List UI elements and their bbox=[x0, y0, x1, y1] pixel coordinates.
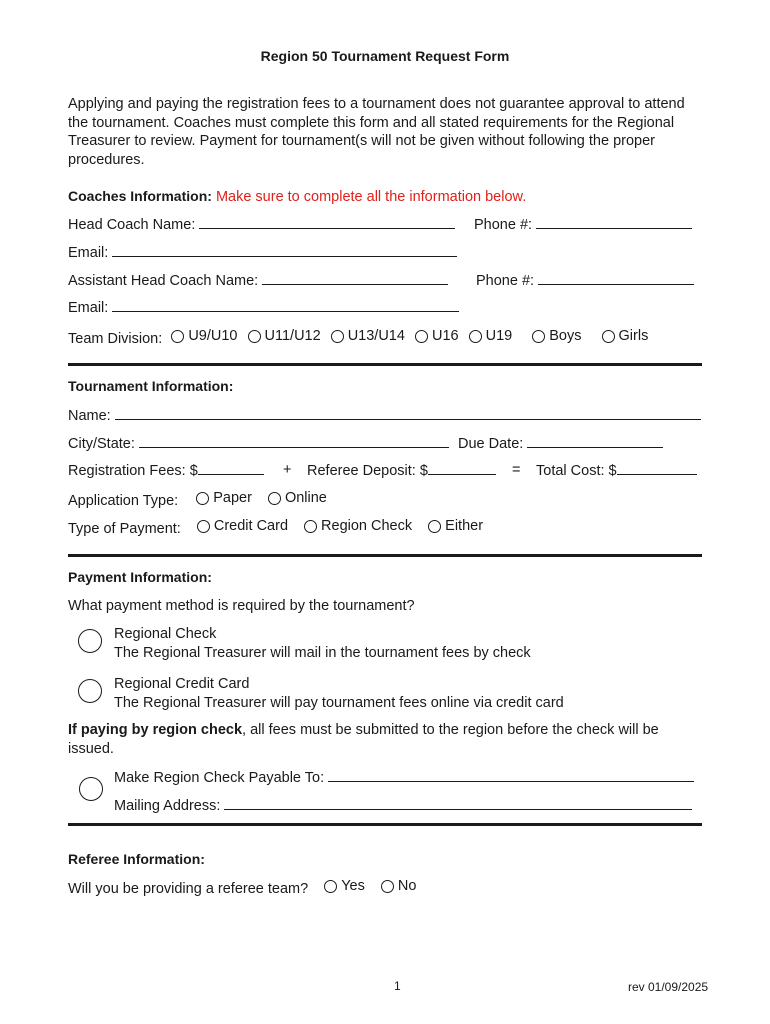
radio-button-icon[interactable] bbox=[381, 880, 394, 893]
referee-deposit-label: Referee Deposit: $ bbox=[307, 463, 428, 479]
mailing-address-label: Mailing Address: bbox=[114, 798, 221, 814]
registration-fees-field[interactable] bbox=[198, 461, 264, 475]
email2-row bbox=[68, 298, 459, 317]
phone2-row bbox=[476, 271, 694, 290]
assistant-coach-field[interactable] bbox=[262, 271, 448, 285]
division-option[interactable]: U16 bbox=[415, 327, 459, 345]
phone-label: Phone #: bbox=[474, 217, 533, 233]
radio-button-icon[interactable] bbox=[304, 520, 317, 533]
payment-type-label: Type of Payment: bbox=[68, 520, 181, 537]
referee-question: Will you be providing a referee team? bbox=[68, 880, 309, 897]
tournament-name-row bbox=[68, 406, 701, 425]
regional-credit-card-desc: The Regional Treasurer will pay tournament fees online via credit card bbox=[114, 695, 564, 711]
application-type-row bbox=[68, 489, 333, 510]
division-option[interactable]: U19 bbox=[469, 327, 513, 345]
radio-button-icon[interactable] bbox=[197, 520, 210, 533]
email-row bbox=[68, 243, 457, 262]
referee-heading: Referee Information: bbox=[68, 851, 205, 867]
mailing-address-field[interactable] bbox=[224, 796, 692, 810]
fees-row bbox=[68, 461, 264, 480]
division-option[interactable]: U11/U12 bbox=[248, 327, 321, 345]
tournament-heading: Tournament Information: bbox=[68, 378, 234, 394]
payment-type-row bbox=[68, 517, 489, 538]
assistant-coach-label: Assistant Head Coach Name: bbox=[68, 273, 259, 289]
referee-option-yes[interactable]: Yes bbox=[324, 877, 365, 895]
payable-to-label: Make Region Check Payable To: bbox=[114, 770, 325, 786]
team-division-row bbox=[68, 327, 654, 348]
due-date-field[interactable] bbox=[527, 434, 663, 448]
regional-credit-card-title: Regional Credit Card bbox=[114, 676, 250, 692]
phone-row bbox=[474, 215, 692, 234]
due-date-row bbox=[458, 434, 663, 453]
radio-button-icon[interactable] bbox=[532, 330, 545, 343]
division-option[interactable]: Girls bbox=[602, 327, 649, 345]
radio-button-icon[interactable] bbox=[248, 330, 261, 343]
division-option[interactable]: Boys bbox=[532, 327, 581, 345]
phone2-field[interactable] bbox=[538, 271, 694, 285]
email2-field[interactable] bbox=[112, 298, 459, 312]
page-number: 1 bbox=[394, 979, 401, 993]
radio-button-icon[interactable] bbox=[171, 330, 184, 343]
region-check-payable-radio-icon[interactable] bbox=[79, 777, 103, 801]
phone-field[interactable] bbox=[536, 215, 692, 229]
radio-button-icon[interactable] bbox=[268, 492, 281, 505]
city-state-field[interactable] bbox=[139, 434, 449, 448]
coaches-heading-row bbox=[68, 187, 526, 206]
referee-question-row bbox=[68, 877, 422, 898]
radio-button-icon[interactable] bbox=[428, 520, 441, 533]
coaches-heading: Coaches Information: bbox=[68, 188, 212, 204]
email2-label: Email: bbox=[68, 300, 109, 316]
radio-button-icon[interactable] bbox=[331, 330, 344, 343]
assistant-coach-row bbox=[68, 271, 448, 290]
head-coach-field[interactable] bbox=[199, 215, 455, 229]
phone2-label: Phone #: bbox=[476, 273, 535, 289]
total-cost-label: Total Cost: $ bbox=[536, 463, 617, 479]
due-date-label: Due Date: bbox=[458, 436, 524, 452]
form-title: Region 50 Tournament Request Form bbox=[260, 48, 510, 64]
referee-deposit-row bbox=[307, 461, 496, 480]
tournament-name-field[interactable] bbox=[115, 406, 701, 420]
city-state-row bbox=[68, 434, 449, 453]
payment-type-option[interactable]: Credit Card bbox=[197, 517, 288, 535]
radio-button-icon[interactable] bbox=[602, 330, 615, 343]
team-division-label: Team Division: bbox=[68, 330, 163, 347]
total-cost-field[interactable] bbox=[617, 461, 697, 475]
radio-button-icon[interactable] bbox=[415, 330, 428, 343]
radio-button-icon[interactable] bbox=[196, 492, 209, 505]
email-label: Email: bbox=[68, 245, 109, 261]
regional-credit-card-radio-icon[interactable] bbox=[78, 679, 102, 703]
equals-sign: = bbox=[512, 462, 521, 478]
total-cost-row bbox=[536, 461, 697, 480]
registration-fees-label: Registration Fees: $ bbox=[68, 463, 198, 479]
payable-to-row bbox=[114, 768, 694, 787]
payment-heading: Payment Information: bbox=[68, 569, 212, 585]
regional-check-desc: The Regional Treasurer will mail in the tournament fees by check bbox=[114, 645, 531, 661]
section-divider bbox=[68, 363, 702, 366]
radio-button-icon[interactable] bbox=[324, 880, 337, 893]
tournament-name-label: Name: bbox=[68, 408, 111, 424]
radio-button-icon[interactable] bbox=[469, 330, 482, 343]
region-check-note bbox=[68, 721, 702, 758]
application-type-option[interactable]: Online bbox=[268, 489, 327, 507]
referee-deposit-field[interactable] bbox=[428, 461, 496, 475]
email-field[interactable] bbox=[112, 243, 457, 257]
application-type-label: Application Type: bbox=[68, 492, 179, 509]
intro-paragraph: Applying and paying the registration fees to a tournament does not guarantee approval to attend the tournament. Coaches must complete this form and all stated requirements for the Regional Treasurer to review. Payment for tournament(s will not be given without following the proper procedures. bbox=[68, 96, 685, 168]
regional-check-title: Regional Check bbox=[114, 626, 217, 642]
application-type-option[interactable]: Paper bbox=[196, 489, 252, 507]
plus-sign: + bbox=[283, 462, 292, 478]
region-check-note-rest: , all fees must be submitted to the region before the check will be issued. bbox=[68, 722, 659, 757]
payable-to-field[interactable] bbox=[328, 768, 694, 782]
revision-date: rev 01/09/2025 bbox=[628, 980, 709, 994]
section-divider bbox=[68, 823, 702, 826]
payment-type-option[interactable]: Region Check bbox=[304, 517, 412, 535]
division-option[interactable]: U9/U10 bbox=[171, 327, 237, 345]
regional-check-radio-icon[interactable] bbox=[78, 629, 102, 653]
city-state-label: City/State: bbox=[68, 436, 135, 452]
mailing-address-row bbox=[114, 796, 692, 815]
region-check-note-bold: If paying by region check bbox=[68, 722, 243, 738]
payment-question: What payment method is required by the tournament? bbox=[68, 598, 415, 614]
referee-option-no[interactable]: No bbox=[381, 877, 417, 895]
payment-type-option[interactable]: Either bbox=[428, 517, 483, 535]
coaches-note: Make sure to complete all the information below. bbox=[215, 189, 527, 205]
section-divider bbox=[68, 554, 702, 557]
division-option[interactable]: U13/U14 bbox=[331, 327, 405, 345]
head-coach-row bbox=[68, 215, 455, 234]
head-coach-label: Head Coach Name: bbox=[68, 217, 196, 233]
